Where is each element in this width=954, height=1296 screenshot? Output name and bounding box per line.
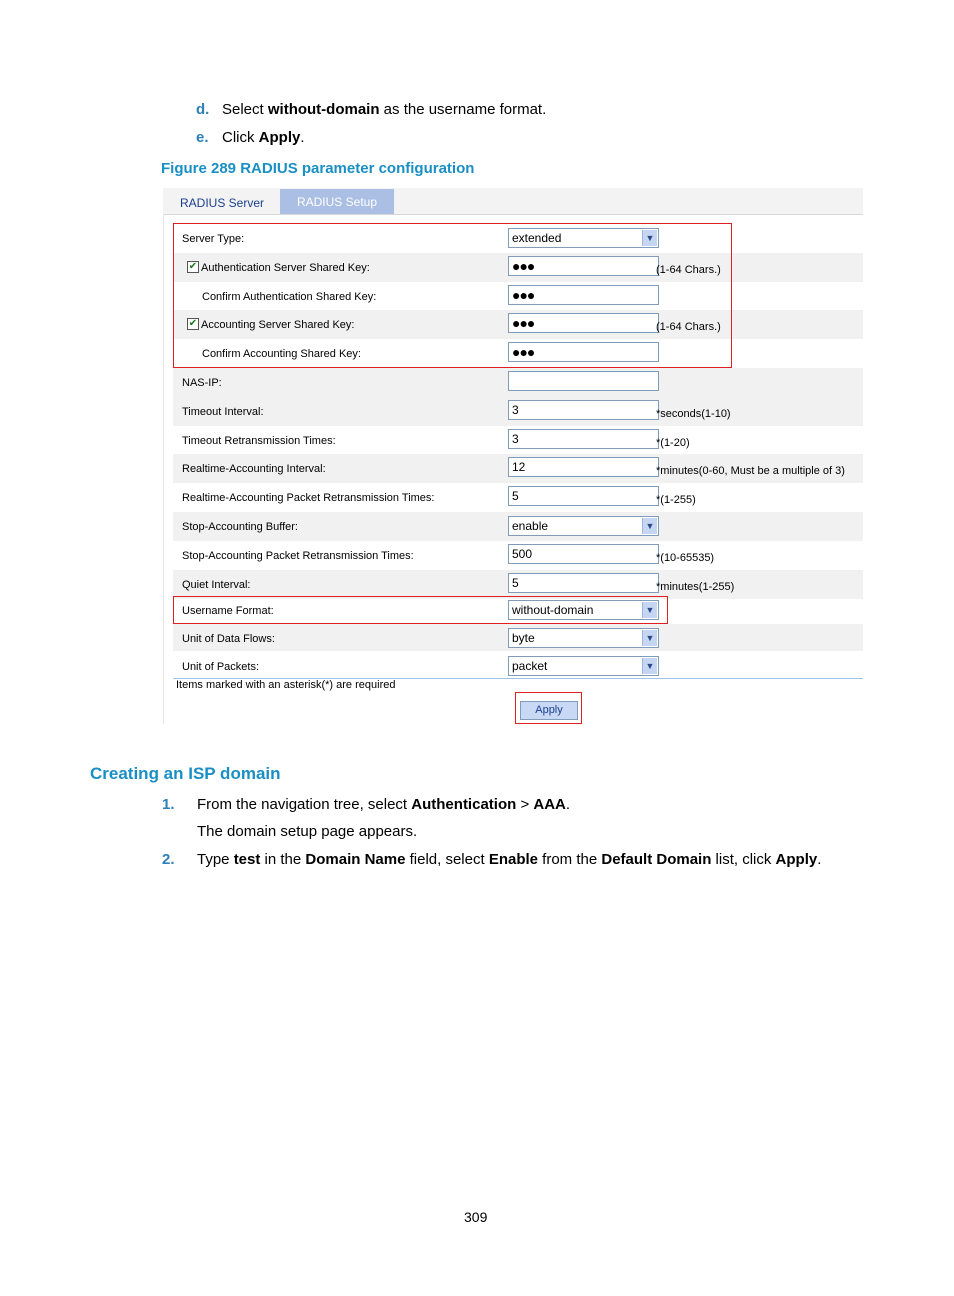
field-hint: *minutes(0-60, Must be a multiple of 3): [656, 465, 845, 478]
section-heading: Creating an ISP domain: [90, 764, 281, 783]
step-2: [162, 851, 822, 869]
field-label: Stop-Accounting Packet Retransmission Times:: [182, 549, 414, 562]
field-hint: (1-64 Chars.): [656, 263, 721, 276]
select-value: enable: [512, 519, 549, 533]
field-label: NAS-IP:: [182, 377, 222, 389]
select-field[interactable]: [508, 516, 659, 536]
step-text-part: >: [516, 796, 534, 813]
step-marker: d.: [196, 101, 210, 118]
step-text-bold: Apply: [775, 851, 818, 868]
field-label: Stop-Accounting Buffer:: [182, 521, 298, 533]
form-row: [173, 454, 863, 483]
step-text-part: .: [565, 796, 571, 813]
password-field[interactable]: ●●●: [508, 256, 659, 276]
tab-bar: [163, 188, 863, 215]
chevron-down-icon[interactable]: ▼: [642, 602, 657, 618]
select-value: extended: [512, 231, 562, 245]
field-label: Accounting Server Shared Key:: [201, 319, 355, 332]
field-label: Username Format:: [182, 605, 274, 618]
form-row: [173, 426, 863, 455]
chevron-down-icon[interactable]: ▼: [642, 230, 657, 246]
highlight-shared-keys: [173, 223, 732, 368]
step-marker: 1.: [162, 796, 175, 813]
step-text-bold: Domain Name: [305, 851, 406, 868]
text-field[interactable]: 5: [508, 486, 659, 506]
field-label: Timeout Interval:: [182, 405, 264, 418]
step-text-part: as the username format.: [379, 101, 547, 118]
required-note: Items marked with an asterisk(*) are required: [176, 679, 396, 691]
step-marker: e.: [196, 129, 209, 146]
chevron-down-icon[interactable]: ▼: [642, 658, 657, 674]
step-d: [196, 101, 547, 119]
field-hint: *(10-65535): [656, 551, 715, 564]
checkbox[interactable]: ✔: [188, 318, 198, 330]
field-hint: *minutes(1-255): [656, 580, 735, 593]
field-label: Unit of Packets:: [182, 661, 260, 673]
page-number: 309: [464, 1209, 488, 1225]
field-hint: *(1-255): [656, 494, 696, 507]
step-marker: 2.: [162, 851, 175, 868]
field-label: Unit of Data Flows:: [182, 633, 275, 646]
chevron-down-icon[interactable]: ▼: [642, 518, 657, 534]
select-field[interactable]: [508, 656, 659, 676]
text-field[interactable]: 5: [508, 573, 659, 593]
form-row: [173, 541, 863, 570]
field-label: Quiet Interval:: [182, 578, 251, 591]
highlight-username-format: [173, 596, 668, 624]
form-row: [173, 652, 863, 679]
step-text-part: in the: [260, 851, 306, 868]
form-row: [173, 397, 863, 426]
step-text-part: Type: [197, 851, 234, 868]
step-text-part: list, click: [711, 851, 776, 868]
field-label: Timeout Retransmission Times:: [182, 434, 336, 447]
step-1-result: [197, 823, 417, 841]
tab-radius-server[interactable]: RADIUS Server: [179, 196, 265, 210]
form-row: [173, 570, 863, 599]
chevron-down-icon[interactable]: ▼: [642, 630, 657, 646]
step-text-bold: test: [233, 851, 261, 868]
field-label: Confirm Authentication Shared Key:: [202, 290, 377, 303]
text-field[interactable]: 3: [508, 429, 659, 449]
form-row: [173, 512, 863, 541]
password-field[interactable]: ●●●: [508, 285, 659, 305]
field-label: Realtime-Accounting Packet Retransmission Times:: [182, 492, 435, 505]
tab-radius-setup[interactable]: RADIUS Setup: [280, 189, 394, 214]
step-text-part: field, select: [405, 851, 489, 868]
checkbox[interactable]: ✔: [188, 260, 198, 272]
field-label: Realtime-Accounting Interval:: [182, 463, 326, 476]
form-row: [173, 368, 863, 397]
text-field[interactable]: [508, 371, 659, 391]
password-field[interactable]: ●●●: [508, 342, 659, 362]
text-field[interactable]: 500: [508, 544, 659, 564]
field-label: Confirm Accounting Shared Key:: [202, 348, 361, 361]
step-text-part: Select: [222, 101, 268, 118]
select-value: packet: [512, 659, 548, 673]
step-1: [162, 796, 571, 814]
field-hint: (1-64 Chars.): [656, 321, 721, 334]
step-text-bold: Apply: [258, 129, 301, 146]
figure-caption: Figure 289 RADIUS parameter configuration: [161, 160, 475, 177]
form-row: [173, 483, 863, 512]
field-label: Server Type:: [182, 233, 245, 245]
select-value: without-domain: [512, 603, 594, 618]
step-text-bold: AAA: [533, 796, 566, 813]
step-text-bold: Default Domain: [601, 851, 712, 868]
field-label: Authentication Server Shared Key:: [201, 261, 370, 274]
password-field[interactable]: ●●●: [508, 313, 659, 333]
field-hint: *(1-20): [656, 436, 690, 449]
step-text-part: .: [300, 129, 305, 146]
step-text-part: The domain setup page appears.: [197, 823, 418, 840]
select-value: byte: [512, 631, 535, 646]
step-text-part: .: [817, 851, 822, 868]
field-hint: *seconds(1-10): [656, 407, 731, 420]
text-field[interactable]: 3: [508, 400, 659, 420]
form-row: [173, 624, 863, 651]
step-text-bold: without-domain: [267, 101, 380, 118]
text-field[interactable]: 12: [508, 457, 659, 477]
apply-button[interactable]: Apply: [520, 701, 578, 720]
step-text-part: From the navigation tree, select: [197, 796, 412, 813]
step-text-part: Click: [222, 129, 259, 146]
select-field[interactable]: [508, 628, 659, 648]
step-text-part: from the: [538, 851, 602, 868]
radius-setup-panel: [163, 188, 863, 724]
step-text-bold: Authentication: [411, 796, 517, 813]
step-e: [196, 129, 305, 147]
step-text-bold: Enable: [488, 851, 538, 868]
panel-left-border: [163, 214, 164, 724]
